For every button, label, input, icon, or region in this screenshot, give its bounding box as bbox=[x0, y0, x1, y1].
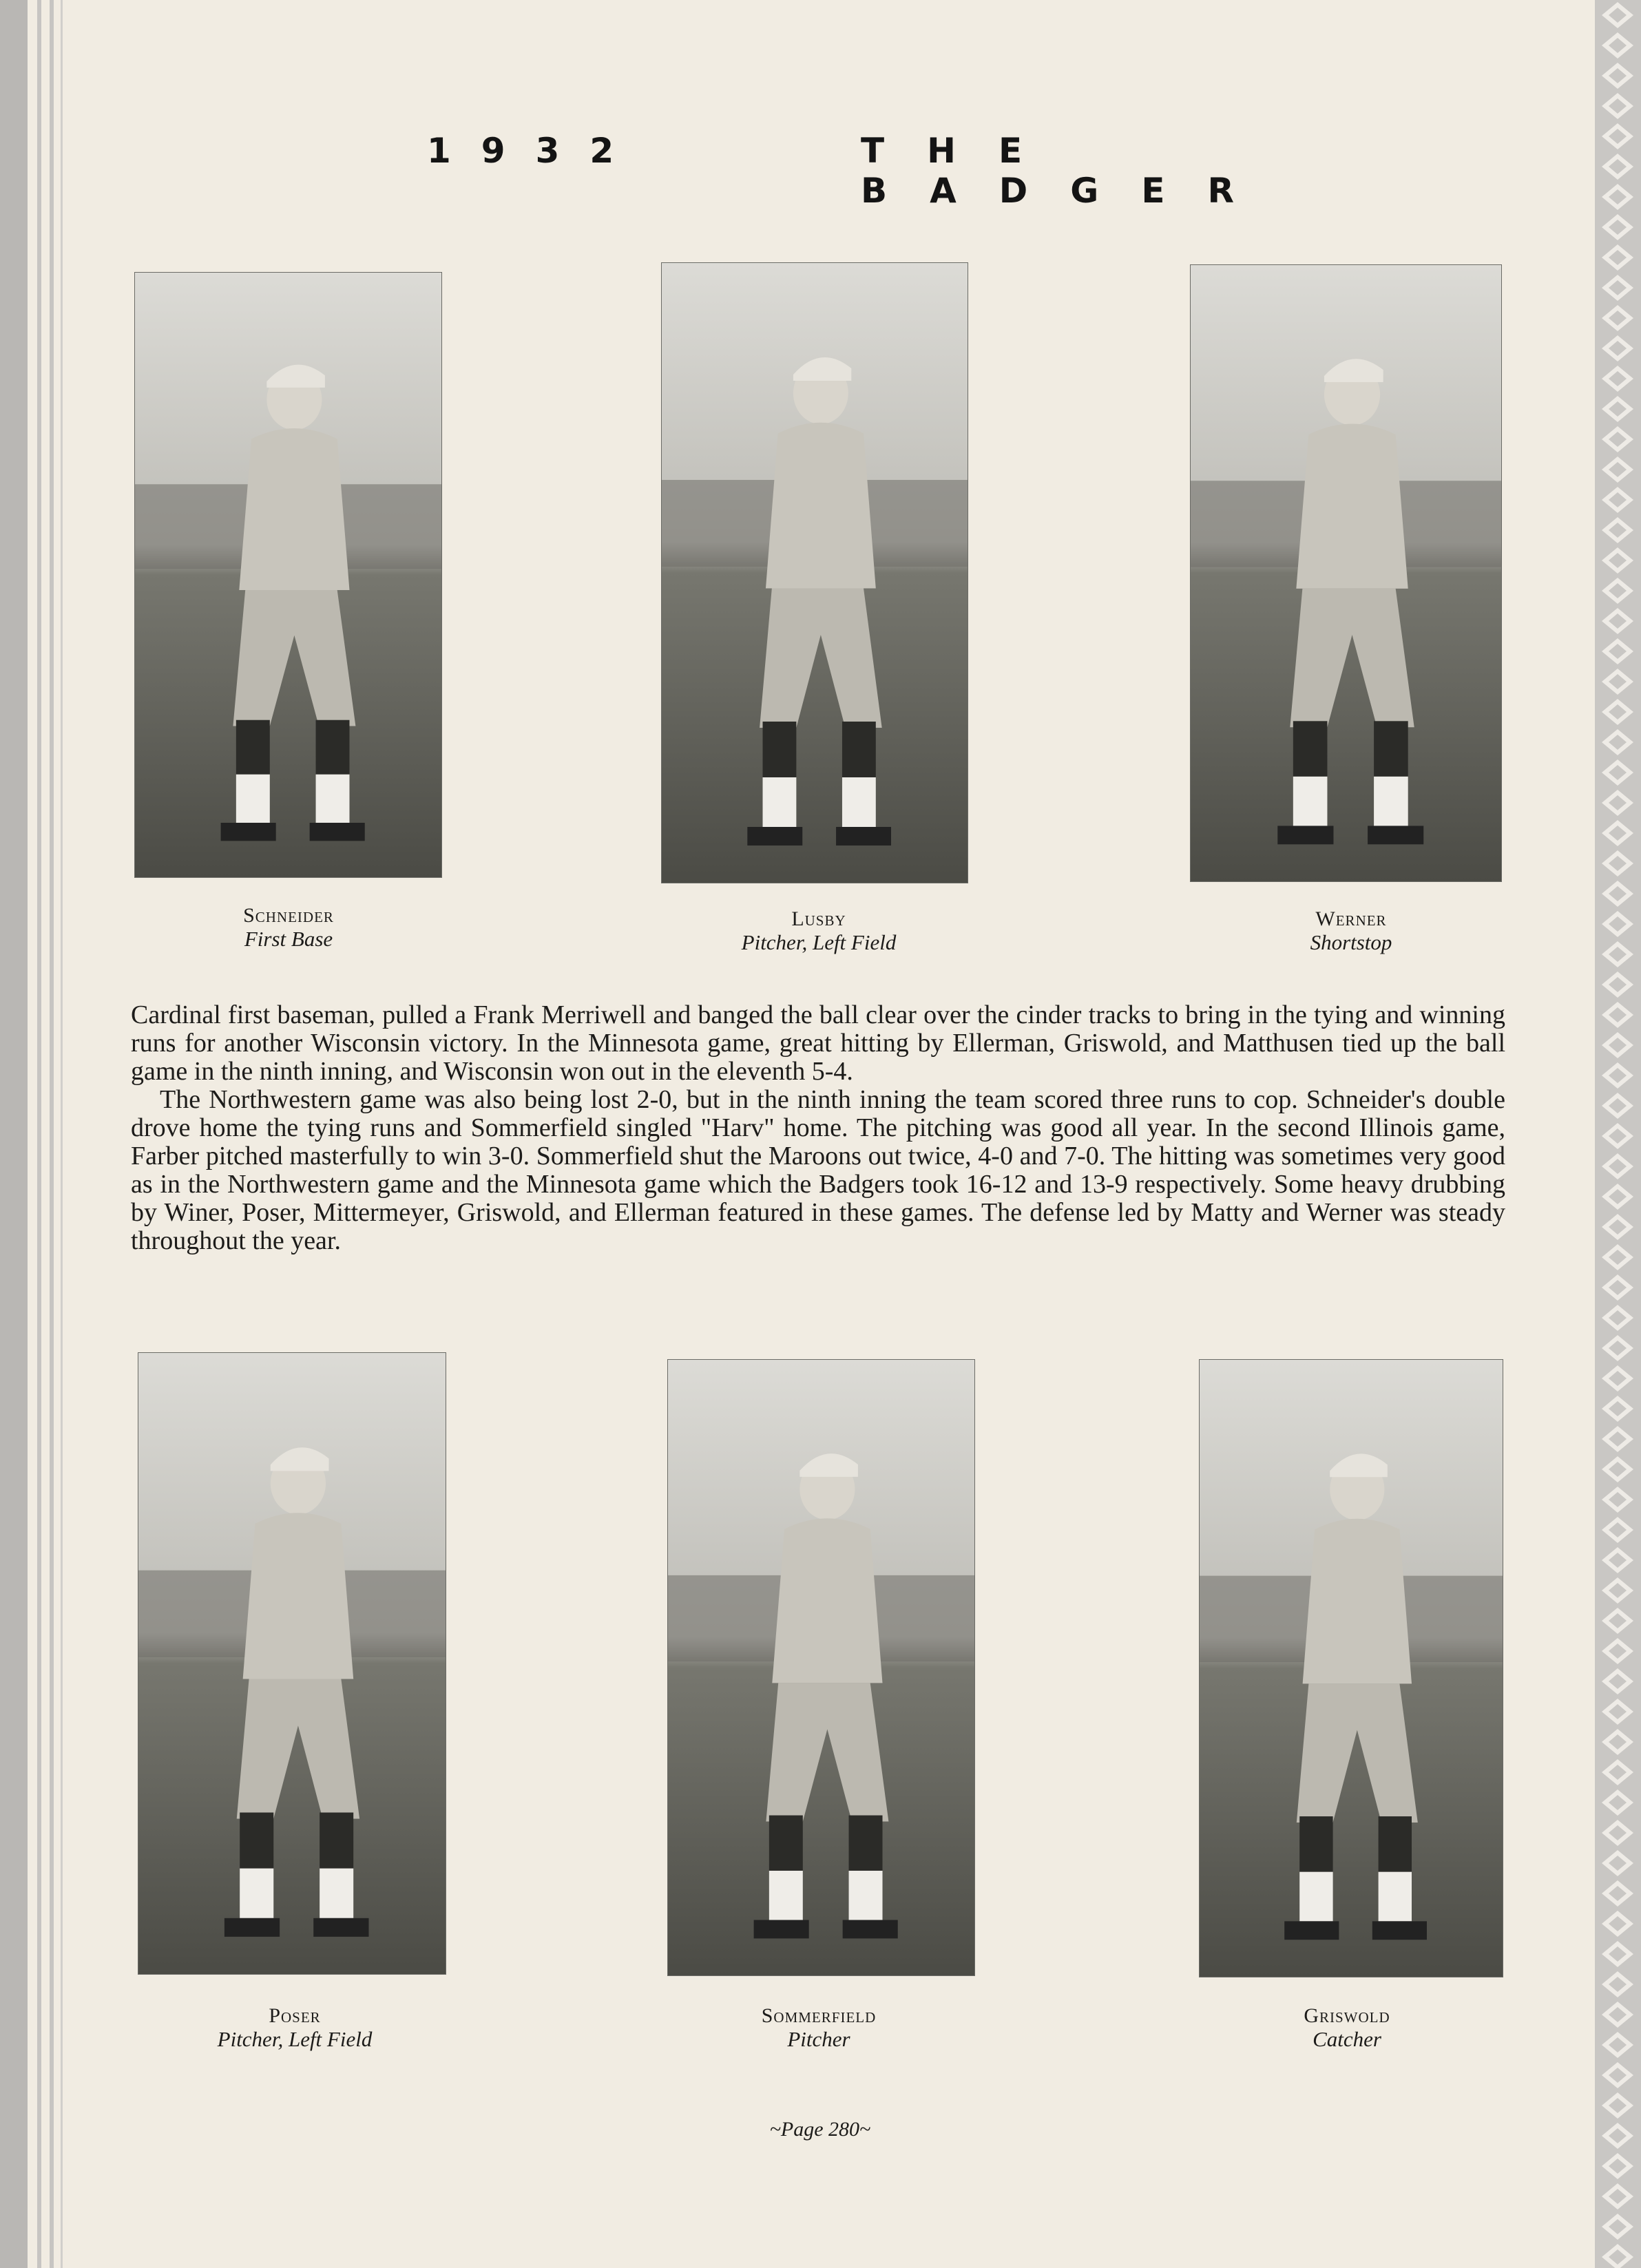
running-head bbox=[427, 131, 1515, 211]
caption-schneider bbox=[109, 904, 468, 951]
photo-werner bbox=[1191, 265, 1501, 881]
player-name: Poser bbox=[269, 2004, 321, 2027]
player-name: Lusby bbox=[791, 907, 846, 930]
player-name: Werner bbox=[1315, 907, 1387, 930]
caption-griswold bbox=[1168, 2004, 1526, 2051]
player-position: Pitcher, Left Field bbox=[741, 930, 897, 954]
photo-poser bbox=[138, 1353, 446, 1974]
header-year: 1932 bbox=[427, 131, 645, 171]
player-name: Griswold bbox=[1304, 2004, 1390, 2027]
player-name: Sommerfield bbox=[761, 2004, 877, 2027]
caption-werner bbox=[1172, 907, 1530, 954]
body-text bbox=[131, 1001, 1505, 1255]
caption-poser bbox=[116, 2004, 474, 2051]
player-position: Pitcher bbox=[787, 2027, 850, 2051]
player-position: First Base bbox=[244, 927, 333, 951]
photo-schneider bbox=[135, 273, 441, 877]
player-position: Catcher bbox=[1313, 2027, 1381, 2051]
header-title: THE BADGER bbox=[861, 131, 1277, 211]
caption-sommerfield bbox=[640, 2004, 998, 2051]
body-paragraph: Cardinal first baseman, pulled a Frank Merriwell and banged the ball clear over the cinder tracks to bring in the tying and winning runs for another Wisconsin victory. In the Minnesota game, great hitting by Ellerman, Griswold, and Matthusen tied up the ball game in the ninth inning, and Wisconsin won out in the eleventh 5-4. bbox=[131, 1000, 1505, 1086]
player-position: Pitcher, Left Field bbox=[217, 2027, 373, 2051]
photo-sommerfield bbox=[668, 1360, 974, 1975]
player-position: Shortstop bbox=[1310, 930, 1392, 954]
body-paragraph: The Northwestern game was also being lost 2-0, but in the ninth inning the team scored three runs to cop. Schneider's double drove home the tying runs and Sommerfield singled "Harv" home. The pitching was good all year. In the second Illinois game, Farber pitched masterfully to win 3-0. Sommerfield shut the Maroons out twice, 4-0 and 7-0. The hitting was sometimes very good as in the Northwestern game and the Minnesota game which the Badgers took 16-12 and 13-9 respectively. Some heavy drubbing by Winer, Poser, Mittermeyer, Griswold, and Ellerman featured in these games. The defense led by Matty and Werner was steady throughout the year. bbox=[131, 1085, 1505, 1255]
page-number: ~Page 280~ bbox=[769, 2118, 871, 2141]
photo-griswold bbox=[1200, 1360, 1503, 1977]
left-rule bbox=[50, 0, 54, 2268]
left-rule bbox=[37, 0, 41, 2268]
player-name: Schneider bbox=[243, 904, 334, 927]
left-decorative-band bbox=[0, 0, 28, 2268]
right-diamond-border bbox=[1595, 0, 1641, 2268]
caption-lusby bbox=[640, 907, 998, 954]
left-rule bbox=[61, 0, 63, 2268]
photo-lusby bbox=[662, 263, 968, 883]
